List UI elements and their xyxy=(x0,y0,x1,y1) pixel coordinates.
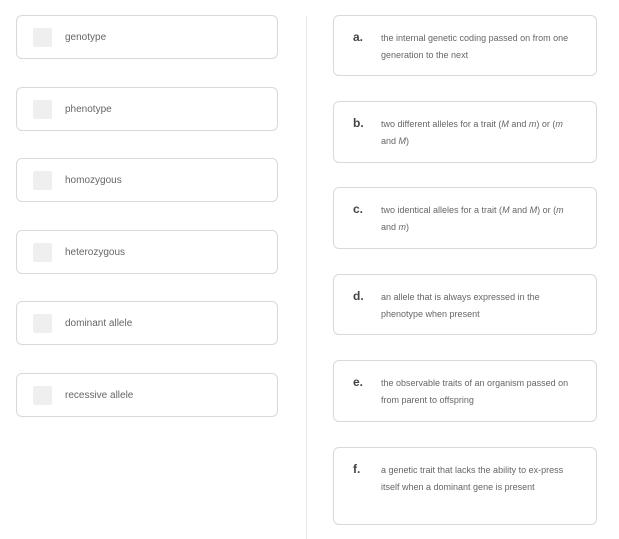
term-label: heterozygous xyxy=(65,246,126,258)
definition-text: an allele that is always expressed in the phenotype when present xyxy=(381,292,540,319)
column-divider xyxy=(306,16,307,539)
definition-text: the observable traits of an organism passed on from parent to offspring xyxy=(381,378,569,405)
definition-letter: f. xyxy=(353,462,361,476)
term-card-phenotype[interactable] xyxy=(16,87,278,131)
term-label: dominant allele xyxy=(65,317,133,329)
definition-card-f[interactable] xyxy=(333,447,597,525)
definition-text: two different alleles for a trait (M and m) or (m and M) xyxy=(381,119,563,146)
definition-text: two identical alleles for a trait (M and M) or (m and m) xyxy=(381,205,564,232)
definition-card-e[interactable] xyxy=(333,360,597,422)
definition-letter: b. xyxy=(353,116,364,130)
definition-letter: d. xyxy=(353,289,364,303)
term-label: homozygous xyxy=(65,174,122,186)
term-card-dominant-allele[interactable] xyxy=(16,301,278,345)
definition-card-d[interactable] xyxy=(333,274,597,335)
definition-text: a genetic trait that lacks the ability to ex-press itself when a dominant gene is present xyxy=(381,465,564,492)
term-label: genotype xyxy=(65,31,107,43)
term-label: recessive allele xyxy=(65,389,134,401)
term-card-recessive-allele[interactable] xyxy=(16,373,278,417)
term-card-genotype[interactable] xyxy=(16,15,278,59)
term-label: phenotype xyxy=(65,103,112,115)
drop-target-box[interactable] xyxy=(33,171,52,190)
definition-card-c[interactable] xyxy=(333,187,597,249)
definition-text: the internal genetic coding passed on from one generation to the next xyxy=(381,33,569,60)
drop-target-box[interactable] xyxy=(33,28,52,47)
definition-card-b[interactable] xyxy=(333,101,597,163)
drop-target-box[interactable] xyxy=(33,243,52,262)
definition-letter: c. xyxy=(353,202,364,216)
drop-target-box[interactable] xyxy=(33,100,52,119)
drop-target-box[interactable] xyxy=(33,386,52,405)
definition-card-a[interactable] xyxy=(333,15,597,76)
term-card-heterozygous[interactable] xyxy=(16,230,278,274)
definition-letter: a. xyxy=(353,30,364,44)
drop-target-box[interactable] xyxy=(33,314,52,333)
definition-letter: e. xyxy=(353,375,364,389)
term-card-homozygous[interactable] xyxy=(16,158,278,202)
